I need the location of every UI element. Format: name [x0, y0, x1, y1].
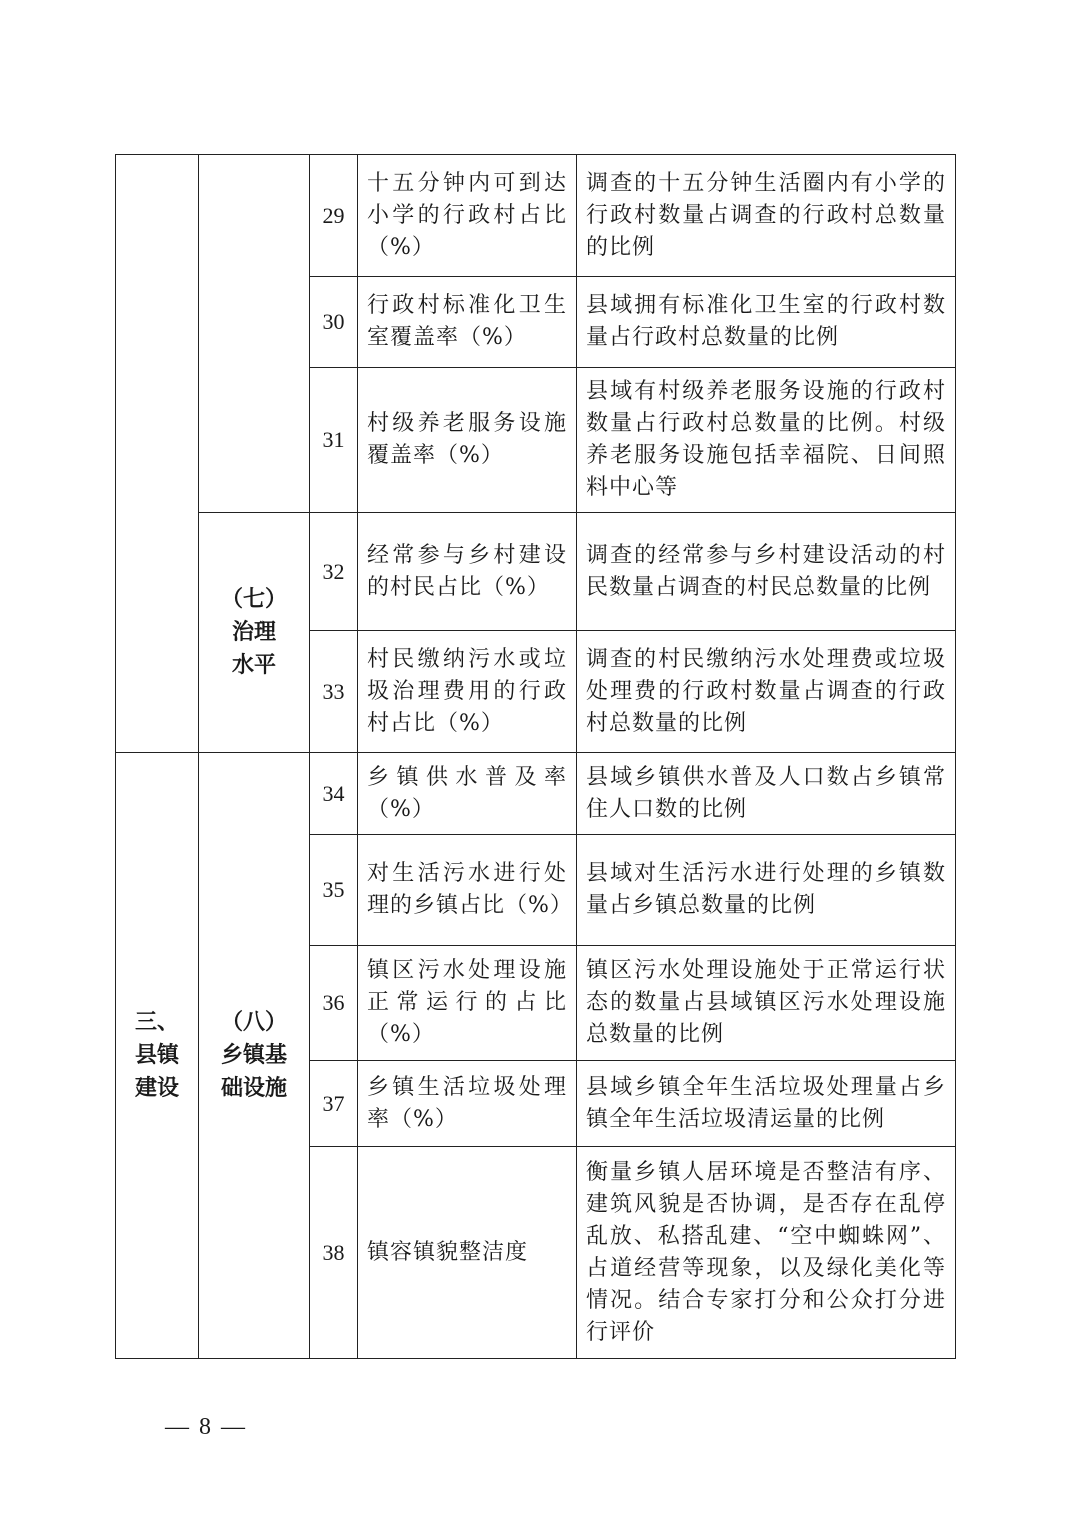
- category-county-town-line3: 建设: [134, 1076, 179, 1101]
- subcategory-town-infra: [199, 753, 310, 1359]
- row-number: 38: [310, 1147, 358, 1359]
- page-number: — 8 —: [165, 1414, 247, 1440]
- row-number: 29: [310, 155, 358, 277]
- indicator-name: 乡镇供水普及率（%）: [358, 753, 577, 835]
- indicator-description: 调查的十五分钟生活圈内有小学的行政村数量占调查的行政村总数量的比例: [577, 155, 956, 277]
- subcategory-town-infra-line3: 础设施: [220, 1076, 287, 1101]
- indicator-name: 镇容镇貌整洁度: [358, 1147, 577, 1359]
- category-cell-empty: [116, 155, 199, 753]
- row-number: 35: [310, 835, 358, 946]
- subcategory-governance-line1: （七）: [220, 587, 287, 612]
- indicator-description: 县域有村级养老服务设施的行政村数量占行政村总数量的比例。村级养老服务设施包括幸福院、日间照料中心等: [577, 368, 956, 513]
- category-county-town-line2: 县镇: [134, 1043, 179, 1068]
- table-row: [116, 513, 956, 631]
- subcategory-governance: [199, 513, 310, 753]
- category-county-town-line1: 三、: [134, 1010, 179, 1035]
- indicator-name: 村级养老服务设施覆盖率（%）: [358, 368, 577, 513]
- indicator-description: 县域乡镇供水普及人口数占乡镇常住人口数的比例: [577, 753, 956, 835]
- subcategory-governance-line3: 水平: [231, 653, 276, 678]
- row-number: 30: [310, 277, 358, 368]
- indicator-description: 县域乡镇全年生活垃圾处理量占乡镇全年生活垃圾清运量的比例: [577, 1061, 956, 1147]
- indicator-table: [115, 154, 956, 1359]
- indicator-description: 衡量乡镇人居环境是否整洁有序、建筑风貌是否协调，是否存在乱停乱放、私搭乱建、“空中蜘蛛网”、占道经营等现象，以及绿化美化等情况。结合专家打分和公众打分进行评价: [577, 1147, 956, 1359]
- indicator-name: 对生活污水进行处理的乡镇占比（%）: [358, 835, 577, 946]
- table-row: [116, 155, 956, 277]
- row-number: 31: [310, 368, 358, 513]
- indicator-name: 村民缴纳污水或垃圾治理费用的行政村占比（%）: [358, 631, 577, 753]
- subcategory-town-infra-line1: （八）: [220, 1010, 287, 1035]
- row-number: 34: [310, 753, 358, 835]
- indicator-description: 调查的村民缴纳污水处理费或垃圾处理费的行政村数量占调查的行政村总数量的比例: [577, 631, 956, 753]
- table-row: [116, 753, 956, 835]
- indicator-description: 县域拥有标准化卫生室的行政村数量占行政村总数量的比例: [577, 277, 956, 368]
- indicator-name: 经常参与乡村建设的村民占比（%）: [358, 513, 577, 631]
- row-number: 33: [310, 631, 358, 753]
- row-number: 37: [310, 1061, 358, 1147]
- row-number: 36: [310, 946, 358, 1061]
- subcategory-governance-line2: 治理: [231, 620, 276, 645]
- subcategory-town-infra-line2: 乡镇基: [220, 1043, 287, 1068]
- row-number: 32: [310, 513, 358, 631]
- category-county-town: [116, 753, 199, 1359]
- indicator-description: 镇区污水处理设施处于正常运行状态的数量占县域镇区污水处理设施总数量的比例: [577, 946, 956, 1061]
- indicator-name: 乡镇生活垃圾处理率（%）: [358, 1061, 577, 1147]
- indicator-name: 镇区污水处理设施正常运行的占比（%）: [358, 946, 577, 1061]
- indicator-description: 县域对生活污水进行处理的乡镇数量占乡镇总数量的比例: [577, 835, 956, 946]
- subcategory-cell-empty: [199, 155, 310, 513]
- indicator-description: 调查的经常参与乡村建设活动的村民数量占调查的村民总数量的比例: [577, 513, 956, 631]
- indicator-name: 行政村标准化卫生室覆盖率（%）: [358, 277, 577, 368]
- indicator-name: 十五分钟内可到达小学的行政村占比（%）: [358, 155, 577, 277]
